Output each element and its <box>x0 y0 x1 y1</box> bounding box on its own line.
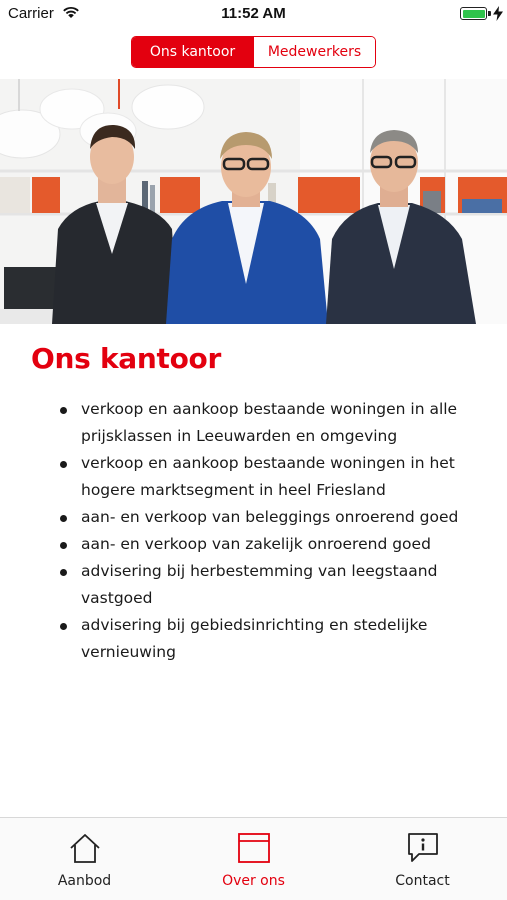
list-item-text: aan- en verkoop van zakelijk onroerend goed <box>81 535 431 553</box>
segment-medewerkers[interactable]: Medewerkers <box>253 37 375 67</box>
charging-icon <box>493 6 503 21</box>
chat-info-icon <box>406 831 440 865</box>
carrier-label: Carrier <box>8 5 54 22</box>
bullet-icon <box>60 542 67 549</box>
services-list <box>57 396 477 666</box>
box-icon <box>237 831 271 865</box>
tab-aanbod[interactable] <box>0 818 169 900</box>
bullet-icon <box>60 623 67 630</box>
list-item <box>57 504 477 531</box>
segmented-control <box>131 36 376 68</box>
tab-label: Aanbod <box>57 873 112 889</box>
battery-level <box>463 10 485 18</box>
list-item-text: verkoop en aankoop bestaande woningen in alle prijsklassen in Leeuwarden en omgeving <box>81 400 458 445</box>
tab-contact[interactable] <box>338 818 507 900</box>
bullet-icon <box>60 461 67 468</box>
tab-label: Over ons <box>222 873 285 889</box>
team-photo-illustration <box>0 79 507 324</box>
list-item <box>57 450 477 504</box>
list-item <box>57 396 477 450</box>
tab-over-ons[interactable] <box>169 818 338 900</box>
bullet-icon <box>60 515 67 522</box>
list-item <box>57 612 477 666</box>
team-photo <box>0 79 507 324</box>
list-item <box>57 531 477 558</box>
house-icon <box>68 831 102 865</box>
list-item-text: advisering bij herbestemming van leegstaand vastgoed <box>81 562 438 607</box>
list-item-text: verkoop en aankoop bestaande woningen in het hogere marktsegment in heel Friesland <box>81 454 455 499</box>
tab-bar <box>0 817 507 900</box>
battery-tip <box>488 11 491 16</box>
bullet-icon <box>60 569 67 576</box>
battery-icon <box>460 7 487 20</box>
list-item <box>57 558 477 612</box>
list-item-text: advisering bij gebiedsinrichting en stedelijke vernieuwing <box>81 616 428 661</box>
tab-label: Contact <box>395 873 450 889</box>
page-title: Ons kantoor <box>31 342 221 375</box>
segment-ons-kantoor[interactable]: Ons kantoor <box>132 37 253 67</box>
bullet-icon <box>60 407 67 414</box>
clock: 11:52 AM <box>221 5 286 22</box>
status-bar <box>0 0 507 28</box>
list-item-text: aan- en verkoop van beleggings onroerend goed <box>81 508 459 526</box>
